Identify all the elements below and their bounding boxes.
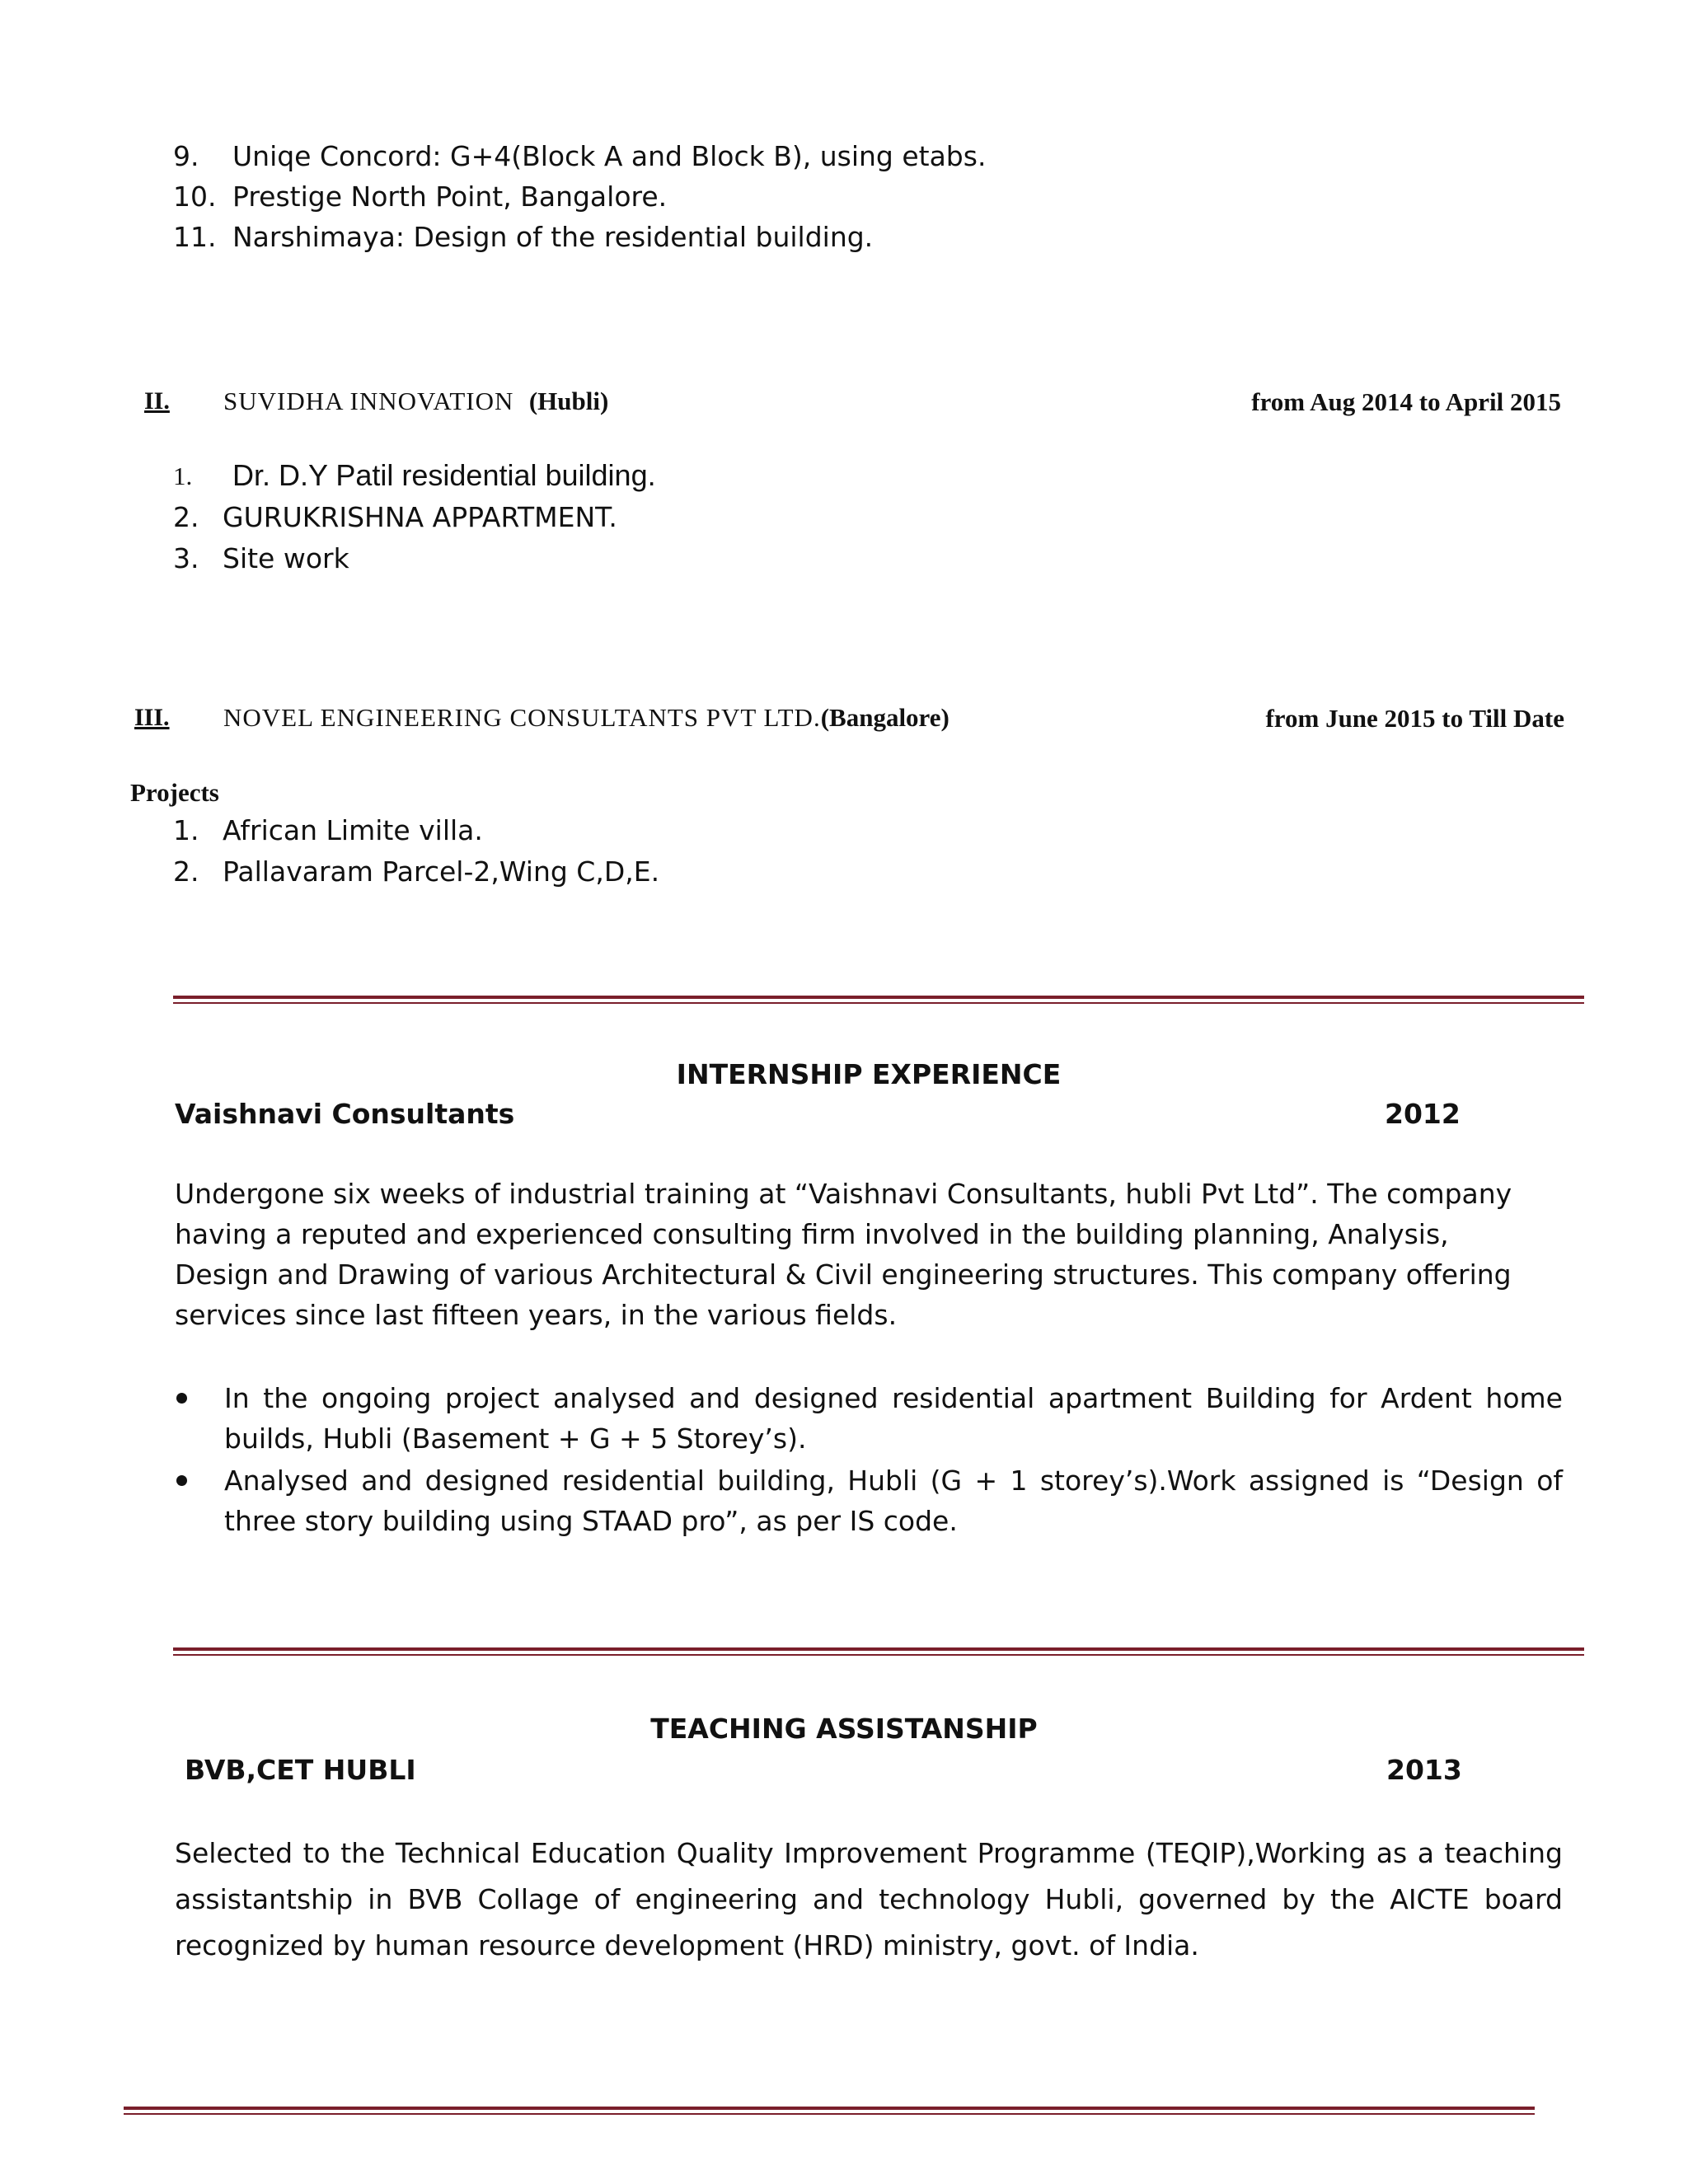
list-number: 3. (173, 542, 199, 574)
company-heading (223, 387, 608, 416)
section-divider-thin (173, 1002, 1584, 1004)
company-name: SUVIDHA INNOVATION (223, 387, 514, 415)
list-text: GURUKRISHNA APPARTMENT. (223, 501, 617, 533)
bullet-text: Analysed and designed residential building, Hubli (G + 1 storey’s).Work assigned is “Design of three story building using STAAD pro”, as per IS code. (224, 1465, 1563, 1537)
page-footer-divider-thin (124, 2113, 1535, 2115)
list-text: Uniqe Concord: G+4(Block A and Block B), using etabs. (232, 140, 987, 172)
section-divider-thin (173, 1654, 1584, 1656)
section-roman-numeral: III. (134, 704, 170, 731)
bullet-icon (176, 1393, 187, 1404)
organization-name: Vaishnavi Consultants (175, 1098, 515, 1130)
company-name: NOVEL ENGINEERING CONSULTANTS PVT LTD. (223, 703, 821, 732)
section-title: INTERNSHIP EXPERIENCE (676, 1058, 1062, 1090)
list-text: African Limite villa. (223, 814, 483, 846)
company-location: (Bangalore) (820, 703, 950, 732)
list-number: 2. (173, 501, 199, 533)
teaching-description: Selected to the Technical Education Quality Improvement Programme (TEQIP),Working as a teaching assistantship in BVB Collage of engineering and technology Hubli, governed by the AICTE board recognized by human resource development (HRD) ministry, govt. of India. (175, 1837, 1563, 1961)
list-number: 9. (173, 140, 199, 172)
bullet-text: In the ongoing project analysed and designed residential apartment Building for Ardent home builds, Hubli (Basement + G + 5 Storey’s). (224, 1382, 1563, 1455)
list-text: Pallavaram Parcel-2,Wing C,D,E. (223, 855, 660, 888)
section-roman-numeral: II. (144, 387, 170, 415)
projects-label: Projects (130, 778, 219, 807)
list-number: 11. (173, 221, 217, 253)
page-footer-divider (124, 2107, 1535, 2110)
bullet-icon (176, 1475, 187, 1486)
section-divider (173, 1647, 1584, 1651)
list-number: 2. (173, 855, 199, 888)
organization-name: BVB,CET HUBLI (185, 1754, 416, 1786)
company-location: (Hubli) (528, 387, 609, 415)
section-title: TEACHING ASSISTANSHIP (650, 1713, 1038, 1745)
employment-dates: from Aug 2014 to April 2015 (1251, 387, 1561, 416)
year: 2013 (1386, 1754, 1462, 1786)
internship-description: Undergone six weeks of industrial training at “Vaishnavi Consultants, hubli Pvt Ltd”. The company having a reputed and experienced consulting firm involved in the building planning, Analysis, Design and Drawing of various Architectural & Civil engineering structures. This company offering services since last fifteen years, in the various fields. (175, 1178, 1512, 1331)
list-text: Narshimaya: Design of the residential building. (232, 221, 874, 253)
list-text: Dr. D.Y Patil residential building. (232, 458, 656, 492)
year: 2012 (1385, 1098, 1461, 1130)
employment-dates: from June 2015 to Till Date (1265, 704, 1564, 733)
list-number: 1. (173, 814, 199, 846)
list-text: Prestige North Point, Bangalore. (232, 180, 668, 213)
list-text: Site work (223, 542, 349, 574)
company-heading (223, 703, 950, 733)
section-divider (173, 996, 1584, 999)
list-number: 10. (173, 180, 217, 213)
list-number: 1. (173, 462, 193, 490)
